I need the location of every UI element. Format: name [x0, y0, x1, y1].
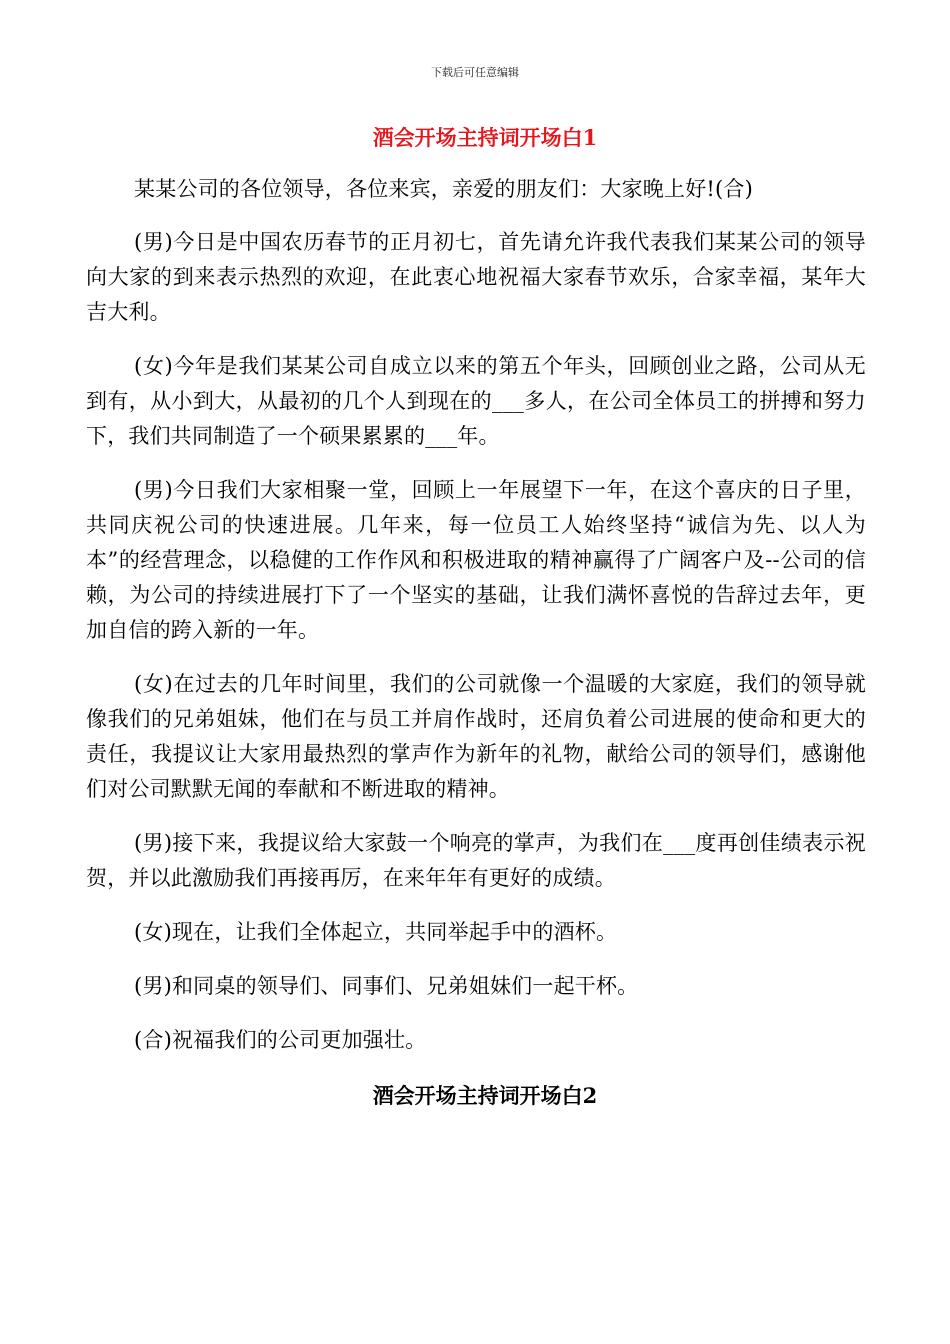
- paragraph-3: (女)今年是我们某某公司自成立以来的第五个年头，回顾创业之路，公司从无到有，从小到大，从最初的几个人到现在的___多人，在公司全体员工的拼搏和努力下，我们共同制造了一个硕果累累的___年。: [86, 354, 866, 448]
- paragraph-4: (男)今日我们大家相聚一堂，回顾上一年展望下一年，在这个喜庆的日子里，共同庆祝公司的快速进展。几年来，每一位员工人始终坚持“诚信为先、以人为本”的经营理念，以稳健的工作作风和积极进取的精神赢得了广阔客户及--公司的信赖，为公司的持续进展打下了一个坚实的基础，让我们满怀喜悦的告辞过去年，更加自信的跨入新的一年。: [86, 478, 866, 642]
- paragraph-2: (男)今日是中国农历春节的正月初七，首先请允许我代表我们某某公司的领导向大家的到来表示热烈的欢迎，在此衷心地祝福大家春节欢乐，合家幸福，某年大吉大利。: [86, 230, 866, 324]
- paragraph-1: 某某公司的各位领导，各位来宾，亲爱的朋友们：大家晚上好!(合): [134, 177, 754, 201]
- document-body: [86, 124, 866, 1110]
- paragraph-5: (女)在过去的几年时间里，我们的公司就像一个温暖的大家庭，我们的领导就像我们的兄弟姐妹，他们在与员工并肩作战时，还肩负着公司进展的使命和更大的责任，我提议让大家用最热烈的掌声作为新年的礼物，献给公司的领导们，感谢他们对公司默默无闻的奉献和不断进取的精神。: [86, 672, 866, 801]
- section-title-2: 酒会开场主持词开场白2: [372, 1083, 598, 1108]
- section-title-1: 酒会开场主持词开场白1: [372, 125, 598, 150]
- paragraph-8: (男)和同桌的领导们、同事们、兄弟姐妹们一起干杯。: [134, 974, 639, 998]
- paragraph-9: (合)祝福我们的公司更加强壮。: [134, 1028, 427, 1052]
- paragraph-6: (男)接下来，我提议给大家鼓一个响亮的掌声，为我们在___度再创佳绩表示祝贺，并以此激励我们再接再厉，在来年年有更好的成绩。: [86, 831, 866, 890]
- paragraph-7: (女)现在，让我们全体起立，共同举起手中的酒杯。: [134, 920, 618, 944]
- header-note: 下载后可任意编辑: [431, 66, 519, 79]
